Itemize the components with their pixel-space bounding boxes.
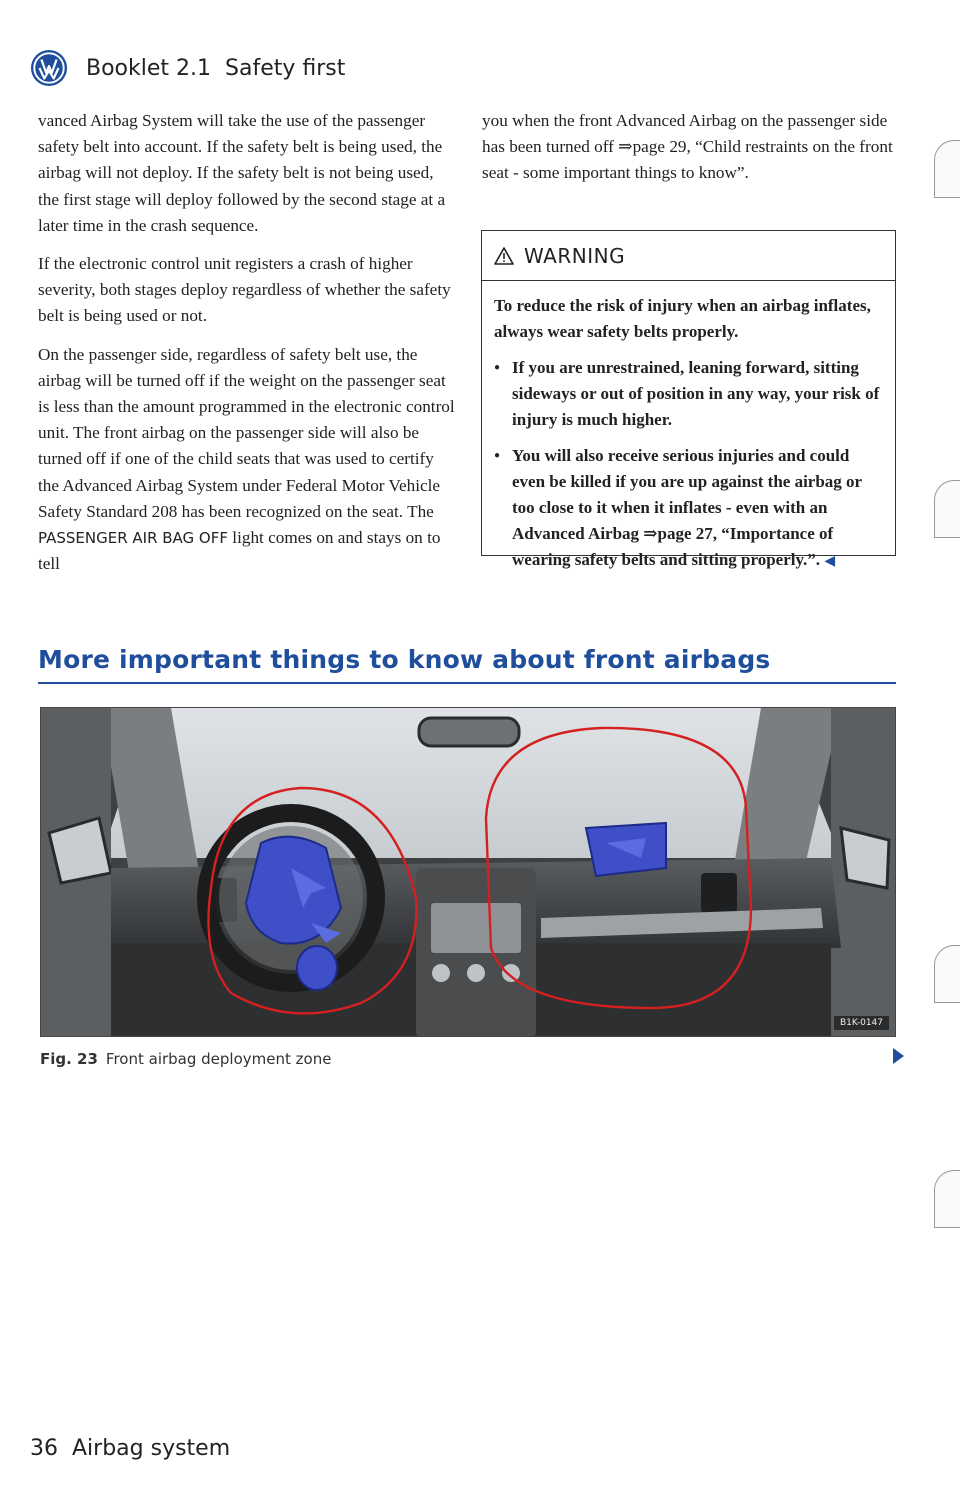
figure-caption-text: Front airbag deployment zone <box>105 1050 332 1068</box>
warning-bullet: ● If you are unrestrained, leaning forward, sitting sideways or out of position in any way, your risk of injury is much higher. <box>494 355 885 433</box>
continue-arrow-icon <box>893 1048 904 1064</box>
warning-box <box>481 230 896 569</box>
warning-intro: To reduce the risk of injury when an airbag inflates, always wear safety belts properly. <box>494 296 871 341</box>
page-footer <box>30 1436 230 1461</box>
right-column <box>482 108 896 199</box>
section-divider <box>38 682 896 684</box>
thumb-tab <box>934 1170 960 1228</box>
page-header <box>30 48 345 88</box>
rearview-mirror <box>419 718 519 746</box>
side-mirror-right <box>841 828 889 888</box>
paragraph-text: light comes on and stays on to tell <box>38 528 441 574</box>
page-number: 36 <box>30 1436 58 1461</box>
thumb-tab <box>934 945 960 1003</box>
warning-body <box>482 281 895 575</box>
airbag-deployment-figure <box>40 707 896 1037</box>
booklet-label: Booklet 2.1 <box>86 55 212 81</box>
section-label: Safety first <box>225 55 346 81</box>
paragraph: vanced Airbag System will take the use of the passenger safety belt into account. If the safety belt is being used, the airbag will not deploy. If the safety belt is not being used, the first stage will deploy followed by the second stage at a later time in the crash sequence. <box>38 111 446 235</box>
driver-airbag <box>246 837 341 944</box>
left-column <box>38 108 458 589</box>
end-of-section-mark: ◀ <box>824 554 836 569</box>
indicator-light-name: PASSENGER AIR BAG OFF <box>38 529 228 548</box>
figure-number: Fig. 23 <box>40 1050 98 1068</box>
warning-bullet-text: You will also receive serious injuries and could even be killed if you are up against the airbag or too close to it when it inflates - even with an Advanced Airbag ⇒page 27, “Importance of wearing safety belts and sitting properly.”. <box>512 446 862 569</box>
paragraph <box>38 342 458 578</box>
paragraph-text: On the passenger side, regardless of safety belt use, the airbag will be turned off if the weight on the passenger seat is less than the amount programmed in the electronic control unit. The front airbag on the passenger side will also be turned off if one of the child seats that was used to certify the Advanced Airbag System under Federal Motor Vehicle Safety Standard 208 has been recognized on the seat. The <box>38 344 455 521</box>
warning-triangle-icon <box>494 247 514 265</box>
warning-title: WARNING <box>524 243 626 268</box>
paragraph: If the electronic control unit registers a crash of higher severity, both stages deploy regardless of whether the safety belt is being used or not. <box>38 254 451 326</box>
header-title <box>86 56 345 81</box>
figure-code: B1K-0147 <box>834 1016 889 1030</box>
vw-logo-icon <box>30 49 68 87</box>
chapter-title: Airbag system <box>72 1436 231 1461</box>
paragraph: you when the front Advanced Airbag on the passenger side has been turned off ⇒page 29, “Child restraints on the front seat - some important things to know”. <box>482 111 893 183</box>
figure-caption <box>40 1050 331 1068</box>
thumb-tab <box>934 480 960 538</box>
dashboard-illustration <box>41 708 896 1037</box>
warning-header <box>482 231 895 281</box>
thumb-tab <box>934 140 960 198</box>
section-heading: More important things to know about front airbags <box>38 645 771 674</box>
warning-bullet <box>494 443 885 575</box>
